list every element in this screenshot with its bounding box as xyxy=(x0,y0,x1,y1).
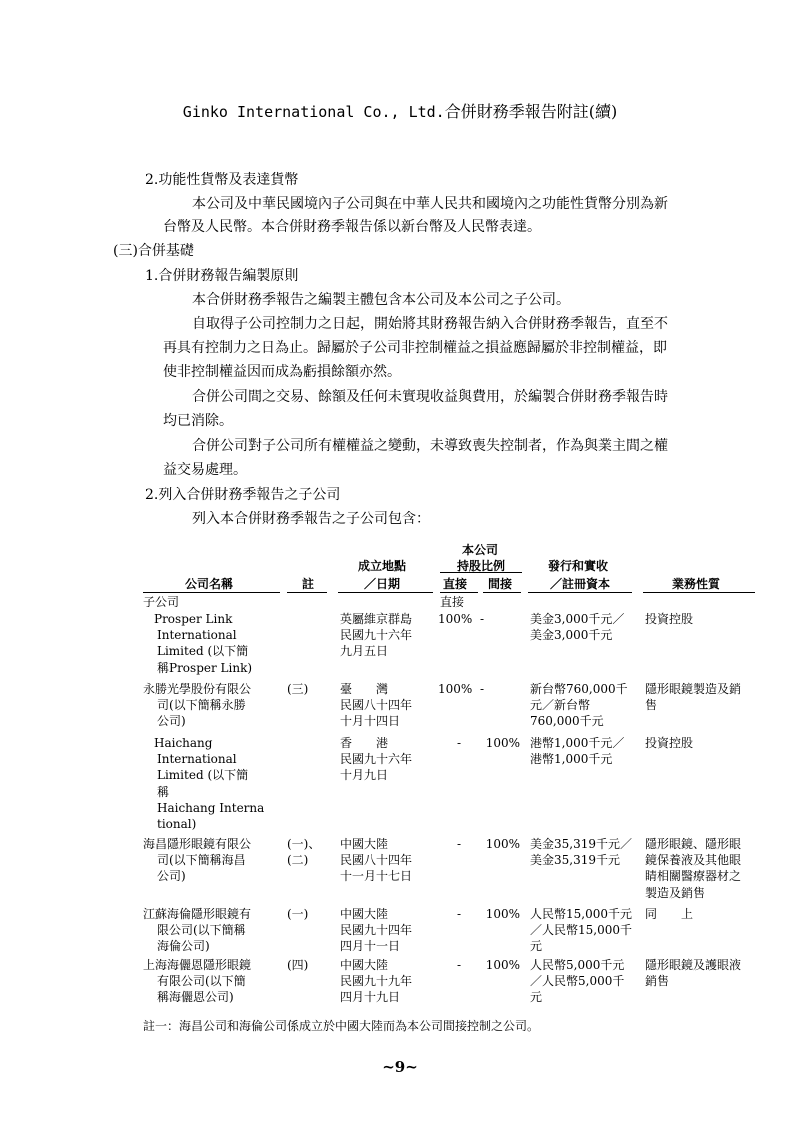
header-rule xyxy=(528,592,632,593)
cell-company-name-line: 上海海儷恩隱形眼鏡 xyxy=(143,958,252,972)
cell-indirect-ratio: 100% xyxy=(485,958,520,972)
cell-capital-line: 美金35,319千元 xyxy=(530,853,620,868)
cell-business-line: 銷售 xyxy=(645,974,670,989)
cell-business xyxy=(645,611,760,627)
paragraph-line: 益交易處理。 xyxy=(163,462,247,478)
cell-company-name-line: 海倫公司) xyxy=(157,939,210,954)
paragraph-line: 均已消除。 xyxy=(163,413,233,429)
cell-capital-line: 美金35,319千元／ xyxy=(530,837,632,851)
cell-place-date xyxy=(340,611,435,660)
cell-capital-line: 元／新台幣 xyxy=(530,698,591,713)
cell-company-name-line: 稱海儷恩公司) xyxy=(157,990,234,1005)
cell-company-name-line: Prosper Link xyxy=(154,612,233,626)
cell-business-line: 售 xyxy=(645,698,658,713)
cell-place-date-line: 九月五日 xyxy=(340,644,389,659)
page-number: ~9~ xyxy=(382,1058,418,1076)
cell-place-date-line: 中國大陸 xyxy=(340,837,389,851)
section-heading-functional-currency: 2.功能性貨幣及表達貨幣 xyxy=(145,172,299,188)
cell-place-date-line: 十月十四日 xyxy=(340,714,401,729)
cell-company-name-line: Limited (以下簡 xyxy=(157,768,249,783)
header-capital-line2: ／註冊資本 xyxy=(550,577,611,591)
header-rule xyxy=(440,592,478,593)
cell-company-name-line: 稱 xyxy=(157,784,170,799)
group-direct-label: 直接 xyxy=(440,595,465,609)
paragraph-line: 列入本合併財務季報告之子公司包含： xyxy=(192,511,430,527)
cell-business-line: 隱形眼鏡製造及銷 xyxy=(645,682,742,696)
cell-place-date-line: 中國大陸 xyxy=(340,958,389,972)
cell-capital-line: 人民幣5,000千元 xyxy=(530,958,625,972)
cell-company-name xyxy=(143,957,283,1006)
cell-business-line: 鏡保養液及其他眼 xyxy=(645,853,742,868)
cell-capital xyxy=(530,611,632,643)
cell-company-name-line: 海昌隱形眼鏡有限公 xyxy=(143,837,252,851)
header-rule xyxy=(287,592,327,593)
cell-capital-line: 760,000千元 xyxy=(530,714,604,729)
cell-company-name xyxy=(143,611,283,676)
cell-business-line: 隱形眼鏡、隱形眼 xyxy=(645,837,742,851)
cell-business xyxy=(645,681,760,713)
header-rule xyxy=(643,592,755,593)
cell-note: (一) xyxy=(287,907,309,921)
cell-place-date xyxy=(340,906,435,955)
paragraph-line: 再具有控制力之日為止。歸屬於子公司非控制權益之損益應歸屬於非控制權益，即 xyxy=(163,340,667,356)
cell-indirect-ratio: - xyxy=(480,682,485,696)
cell-company-name-line: 司(以下簡稱海昌 xyxy=(157,853,246,868)
cell-company-name xyxy=(143,906,283,955)
cell-place-date xyxy=(340,957,435,1006)
header-ratio-rule xyxy=(440,572,522,573)
cell-indirect-ratio: 100% xyxy=(485,837,520,851)
cell-direct-ratio: 100% xyxy=(438,682,473,696)
header-rule xyxy=(143,592,280,593)
cell-company-name-line: 司(以下簡稱永勝 xyxy=(157,698,246,713)
subsection-heading-preparation-principles: 1.合併財務報告編製原則 xyxy=(145,268,299,284)
header-business: 業務性質 xyxy=(672,577,721,591)
cell-capital-line: 美金3,000千元 xyxy=(530,628,613,643)
cell-company-name xyxy=(143,681,283,730)
cell-company-name-line: 稱Prosper Link) xyxy=(157,660,253,675)
cell-place-date-line: 民國八十四年 xyxy=(340,698,413,713)
title-document-name: 合併財務季報告附註(續) xyxy=(444,102,618,121)
cell-business-line: 投資控股 xyxy=(645,736,694,750)
cell-capital-line: 美金3,000千元／ xyxy=(530,612,625,626)
cell-company-name-line: International xyxy=(157,752,237,767)
cell-capital xyxy=(530,906,632,955)
header-company-name: 公司名稱 xyxy=(185,577,234,591)
cell-place-date-line: 民國九十四年 xyxy=(340,923,413,938)
cell-business-line: 投資控股 xyxy=(645,612,694,626)
cell-indirect-ratio: 100% xyxy=(485,907,520,921)
cell-business xyxy=(645,906,760,922)
cell-company-name-line: Haichang xyxy=(154,736,213,750)
cell-place-date-line: 香 港 xyxy=(340,736,389,750)
title-company-name: Ginko International Co., Ltd. xyxy=(182,103,445,121)
cell-place-date-line: 民國九十九年 xyxy=(340,974,413,989)
cell-company-name-line: tional) xyxy=(157,817,197,832)
cell-place-date-line: 十一月十七日 xyxy=(340,869,413,884)
cell-business xyxy=(645,957,760,989)
header-capital-line1: 發行和實收 xyxy=(548,559,609,573)
cell-capital xyxy=(530,681,632,730)
header-rule xyxy=(338,592,433,593)
cell-direct-ratio: - xyxy=(456,736,462,750)
cell-company-name-line: Haichang Interna xyxy=(157,800,265,815)
cell-place-date xyxy=(340,681,435,730)
cell-note: (三) xyxy=(287,682,309,696)
cell-direct-ratio: - xyxy=(456,837,462,851)
cell-capital-line: 新台幣760,000千 xyxy=(530,682,628,696)
paragraph-line: 合併公司對子公司所有權權益之變動，未導致喪失控制者，作為與業主間之權 xyxy=(192,438,668,454)
group-label: 子公司 xyxy=(143,595,180,609)
cell-place-date xyxy=(340,836,435,885)
cell-capital-line: 港幣1,000千元／ xyxy=(530,736,625,750)
cell-business xyxy=(645,836,760,901)
cell-business-line: 隱形眼鏡及護眼液 xyxy=(645,958,742,972)
cell-place-date-line: 民國八十四年 xyxy=(340,853,413,868)
header-rule xyxy=(483,592,521,593)
footnote: 註一：海昌公司和海倫公司係成立於中國大陸而為本公司間接控制之公司。 xyxy=(143,1019,540,1033)
cell-direct-ratio: 100% xyxy=(438,612,473,626)
header-direct: 直接 xyxy=(443,577,468,591)
paragraph-line: 台幣及人民幣。本合併財務季報告係以新台幣及人民幣表達。 xyxy=(163,219,541,235)
cell-place-date-line: 中國大陸 xyxy=(340,907,389,921)
section-heading-consolidation-basis: (三)合併基礎 xyxy=(113,243,194,259)
cell-company-name xyxy=(143,735,283,832)
cell-direct-ratio: - xyxy=(456,958,462,972)
cell-capital-line: ／人民幣15,000千 xyxy=(530,923,632,938)
header-indirect: 間接 xyxy=(488,577,513,591)
subsection-heading-subsidiaries: 2.列入合併財務季報告之子公司 xyxy=(145,487,341,503)
header-place-line2: ／日期 xyxy=(364,577,401,591)
cell-indirect-ratio: 100% xyxy=(485,736,520,750)
cell-business xyxy=(645,735,760,751)
cell-place-date-line: 四月十九日 xyxy=(340,990,401,1005)
cell-capital-line: ／人民幣5,000千 xyxy=(530,974,625,989)
cell-place-date-line: 民國九十六年 xyxy=(340,752,413,767)
cell-capital xyxy=(530,735,632,767)
cell-company-name-line: 江蘇海倫隱形眼鏡有 xyxy=(143,907,252,921)
page-title xyxy=(0,99,800,122)
cell-place-date-line: 十月九日 xyxy=(340,768,389,783)
cell-place-date xyxy=(340,735,435,784)
header-ratio-line1: 本公司 xyxy=(461,543,498,557)
cell-company-name-line: 公司) xyxy=(157,869,186,884)
paragraph-line: 使非控制權益因而成為虧損餘額亦然。 xyxy=(163,364,401,380)
cell-capital xyxy=(530,957,632,1006)
paragraph-line: 自取得子公司控制力之日起，開始將其財務報告納入合併財務季報告，直至不 xyxy=(192,316,668,332)
header-note: 註 xyxy=(302,577,315,591)
cell-place-date-line: 英屬維京群島 xyxy=(340,612,413,626)
cell-capital-line: 人民幣15,000千元 xyxy=(530,907,632,921)
cell-place-date-line: 四月十一日 xyxy=(340,939,401,954)
cell-capital xyxy=(530,836,632,868)
header-ratio-line2: 持股比例 xyxy=(456,559,505,573)
cell-direct-ratio: - xyxy=(456,907,462,921)
paragraph-line: 本合併財務季報告之編製主體包含本公司及本公司之子公司。 xyxy=(192,292,570,308)
cell-company-name-line: International xyxy=(157,628,237,643)
cell-indirect-ratio: - xyxy=(480,612,485,626)
header-place-line1: 成立地點 xyxy=(358,559,407,573)
cell-note: (一)、(二) xyxy=(287,837,321,868)
paragraph-line: 合併公司間之交易、餘額及任何未實現收益與費用，於編製合併財務季報告時 xyxy=(192,389,668,405)
cell-company-name-line: 永勝光學股份有限公 xyxy=(143,682,252,696)
cell-business-line: 同 上 xyxy=(645,907,694,921)
cell-company-name-line: 公司) xyxy=(157,714,186,729)
cell-company-name-line: Limited (以下簡 xyxy=(157,644,249,659)
cell-capital-line: 元 xyxy=(530,939,543,954)
cell-business-line: 睛相關醫療器材之 xyxy=(645,869,742,884)
cell-capital-line: 港幣1,000千元 xyxy=(530,752,613,767)
cell-note: (四) xyxy=(287,958,309,972)
cell-place-date-line: 臺 灣 xyxy=(340,682,389,696)
cell-capital-line: 元 xyxy=(530,990,543,1005)
cell-business-line: 製造及銷售 xyxy=(645,885,706,900)
cell-place-date-line: 民國九十六年 xyxy=(340,628,413,643)
cell-company-name xyxy=(143,836,283,885)
cell-company-name-line: 限公司(以下簡稱 xyxy=(157,923,246,938)
paragraph-line: 本公司及中華民國境內子公司與在中華人民共和國境內之功能性貨幣分別為新 xyxy=(192,196,668,212)
cell-company-name-line: 有限公司(以下簡 xyxy=(157,974,246,989)
